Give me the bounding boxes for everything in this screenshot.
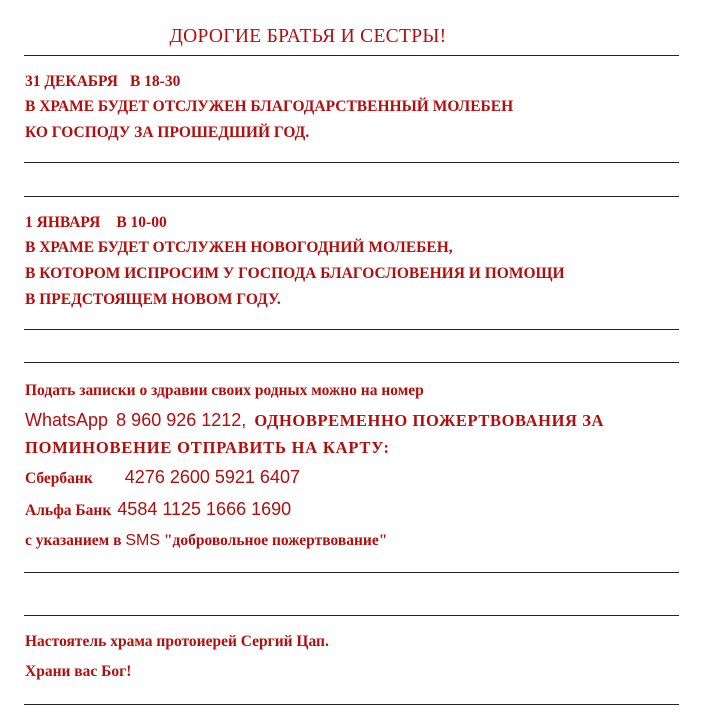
sberbank-label: Сбербанк bbox=[25, 470, 93, 487]
service-2-text-line: В ПРЕДСТОЯЩЕМ НОВОМ ГОДУ. bbox=[25, 291, 281, 308]
divider bbox=[24, 615, 679, 616]
alfabank-label: Альфа Банк bbox=[25, 502, 112, 519]
service-1-text-line: В ХРАМЕ БУДЕТ ОТСЛУЖЕН БЛАГОДАРСТВЕННЫЙ МОЛЕБЕН bbox=[25, 98, 514, 115]
notes-instruction: Подать записки о здравии своих родных можно на номер bbox=[25, 382, 424, 399]
sms-note bbox=[25, 531, 387, 551]
service-1-date: 31 ДЕКАБРЯ bbox=[25, 73, 118, 90]
whatsapp-line bbox=[25, 410, 604, 431]
whatsapp-number: 8 960 926 1212, bbox=[116, 410, 247, 430]
sberbank-row bbox=[25, 467, 300, 489]
service-2-text-line: В ХРАМЕ БУДЕТ ОТСЛУЖЕН НОВОГОДНИЙ МОЛЕБЕН, bbox=[25, 239, 453, 256]
alfabank-card-number: 4584 1125 1666 1690 bbox=[117, 499, 292, 519]
service-2-date: 1 ЯНВАРЯ bbox=[25, 214, 101, 231]
divider bbox=[24, 162, 679, 163]
divider bbox=[24, 704, 679, 705]
divider bbox=[24, 572, 679, 573]
service-2-time: В 10-00 bbox=[116, 214, 167, 231]
sms-note-suffix: "добровольное пожертвование" bbox=[163, 532, 388, 549]
service-2-text-line: В КОТОРОМ ИСПРОСИМ У ГОСПОДА БЛАГОСЛОВЕНИЯ И ПОМОЩИ bbox=[25, 265, 565, 282]
divider bbox=[24, 329, 679, 330]
divider bbox=[24, 196, 679, 197]
donation-text-line: ПОМИНОВЕНИЕ ОТПРАВИТЬ НА КАРТУ: bbox=[25, 438, 390, 457]
divider bbox=[24, 362, 679, 363]
blessing: Храни вас Бог! bbox=[25, 663, 132, 680]
sberbank-card-number: 4276 2600 5921 6407 bbox=[124, 467, 300, 487]
donation-text: ОДНОВРЕМЕННО ПОЖЕРТВОВАНИЯ ЗА bbox=[254, 411, 605, 430]
sms-label: SMS bbox=[125, 532, 161, 549]
page-title: ДОРОГИЕ БРАТЬЯ И СЕСТРЫ! bbox=[169, 26, 447, 47]
alfabank-row bbox=[25, 499, 291, 521]
sms-note-prefix: с указанием в bbox=[25, 532, 122, 549]
service-1-text-line: КО ГОСПОДУ ЗА ПРОШЕДШИЙ ГОД. bbox=[25, 124, 310, 141]
divider bbox=[24, 55, 679, 56]
rector-signature: Настоятель храма протоиерей Сергий Цап. bbox=[25, 633, 329, 650]
whatsapp-label: WhatsApp bbox=[25, 410, 109, 430]
service-1-datetime bbox=[25, 72, 180, 92]
service-2-datetime bbox=[25, 213, 167, 233]
service-1-time: В 18-30 bbox=[129, 73, 181, 90]
